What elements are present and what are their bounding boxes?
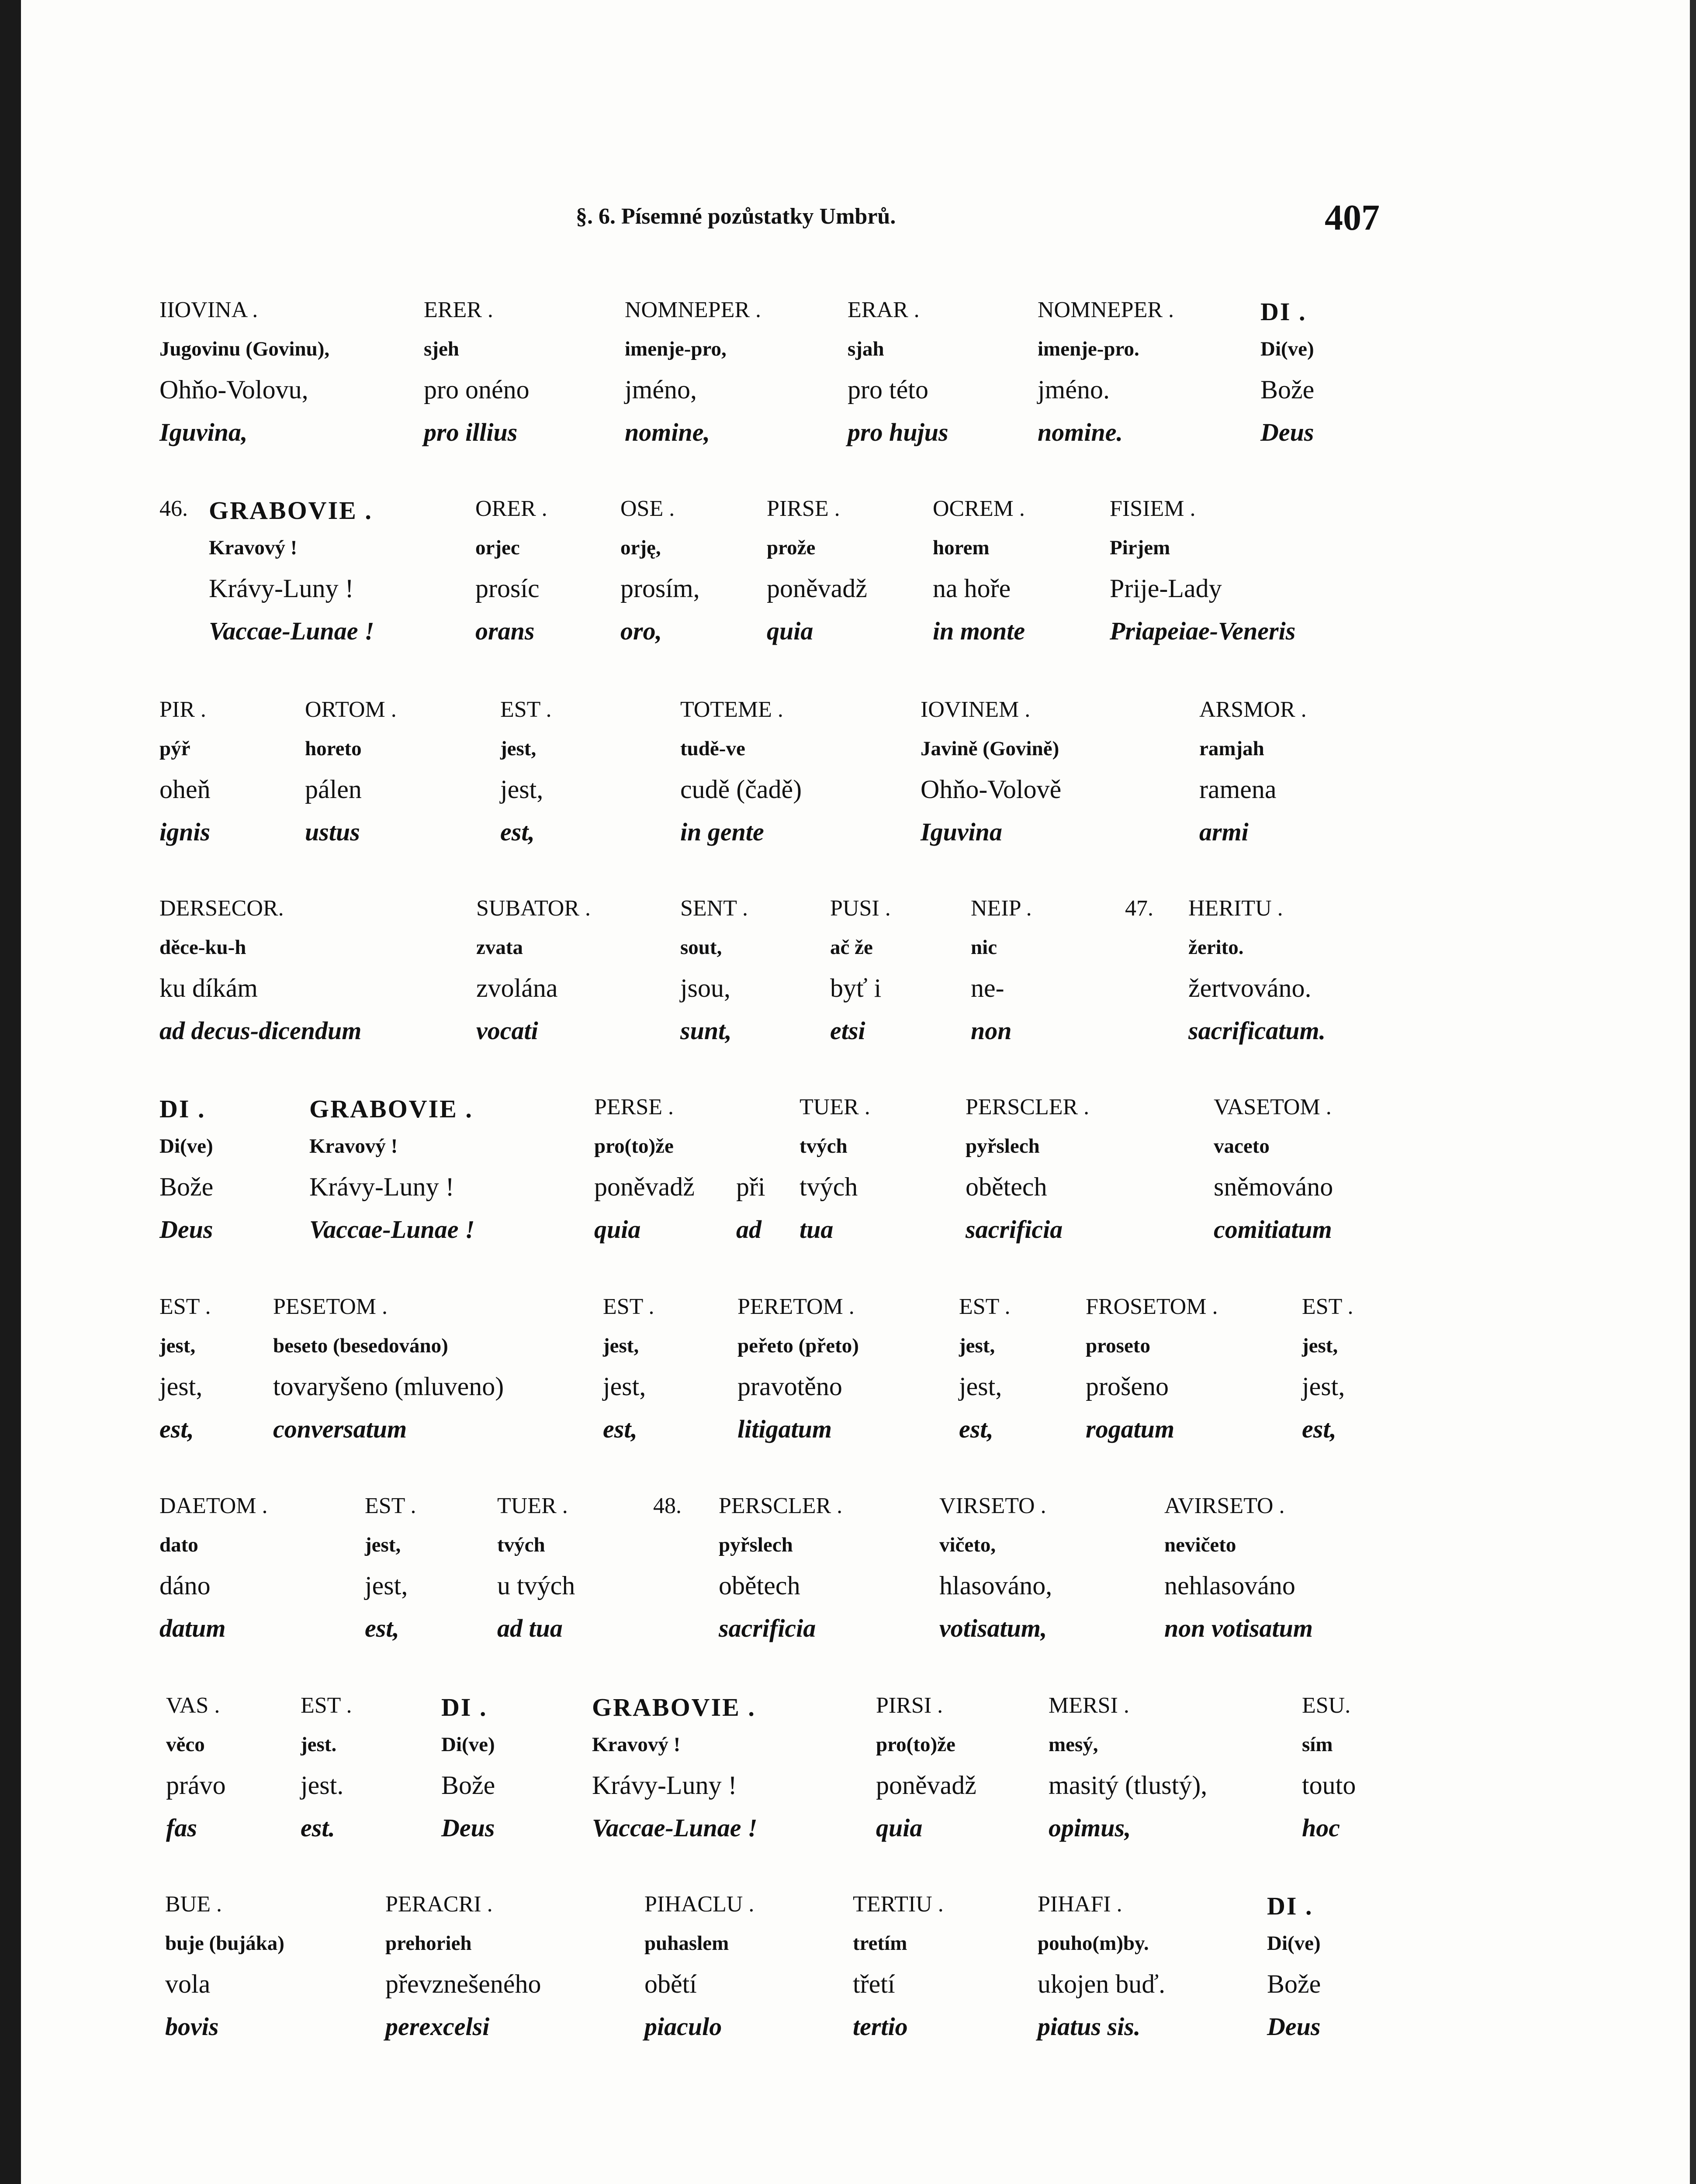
latin-translation: ad tua xyxy=(497,1614,563,1642)
gloss-block-8 xyxy=(0,1693,1696,1859)
latin-translation: pro illius xyxy=(424,418,518,446)
umbrian-word: PUSI . xyxy=(830,896,891,921)
latin-translation: sacrificatum. xyxy=(1188,1016,1326,1045)
umbrian-word: NOMNEPER . xyxy=(625,297,761,322)
czech-translation: jest. xyxy=(301,1771,344,1800)
czech-translation: tvých xyxy=(800,1172,858,1201)
czech-translation: převznešeného xyxy=(385,1970,541,1998)
latin-translation: oro, xyxy=(620,617,662,645)
czech-translation: touto xyxy=(1302,1771,1356,1800)
czech-translation: poněvadž xyxy=(767,574,867,603)
old-slavic-gloss: peřeto (přeto) xyxy=(737,1334,859,1357)
czech-translation: Krávy-Luny ! xyxy=(309,1172,454,1201)
old-slavic-gloss: imenje-pro. xyxy=(1038,338,1139,360)
old-slavic-gloss: orjec xyxy=(475,536,520,559)
old-slavic-gloss: imenje-pro, xyxy=(625,338,727,360)
latin-translation: sunt, xyxy=(680,1016,732,1045)
czech-translation: pro onéno xyxy=(424,375,530,404)
latin-translation: orans xyxy=(475,617,535,645)
latin-translation: sacrificia xyxy=(719,1614,816,1642)
czech-translation: byť i xyxy=(830,974,882,1002)
latin-translation: vocati xyxy=(476,1016,538,1045)
umbrian-word: TOTEME . xyxy=(680,697,783,722)
umbrian-word: PIHACLU . xyxy=(644,1892,755,1917)
umbrian-word: DAETOM . xyxy=(159,1493,268,1518)
latin-translation: est, xyxy=(500,818,535,846)
old-slavic-gloss: dato xyxy=(159,1534,198,1556)
umbrian-word: PERSCLER . xyxy=(966,1095,1090,1120)
latin-translation: tua xyxy=(800,1215,834,1244)
old-slavic-gloss: Kravový ! xyxy=(592,1733,681,1756)
old-slavic-gloss: vaceto xyxy=(1214,1135,1270,1158)
umbrian-word: EST . xyxy=(159,1294,211,1319)
czech-translation: Krávy-Luny ! xyxy=(592,1771,737,1800)
umbrian-word: DI . xyxy=(441,1693,488,1721)
czech-translation: jest, xyxy=(1302,1372,1345,1401)
umbrian-word: OSE . xyxy=(620,496,675,521)
latin-translation: fas xyxy=(166,1814,197,1842)
latin-translation: Iguvina, xyxy=(159,418,248,446)
old-slavic-gloss: jest, xyxy=(500,737,536,760)
umbrian-word: PESETOM . xyxy=(273,1294,388,1319)
old-slavic-gloss: Di(ve) xyxy=(159,1135,213,1158)
latin-translation: quia xyxy=(594,1215,641,1244)
latin-translation: ustus xyxy=(305,818,360,846)
latin-translation: pro hujus xyxy=(848,418,948,446)
latin-translation: Priapeiae-Veneris xyxy=(1110,617,1296,645)
czech-translation: jsou, xyxy=(680,974,731,1002)
latin-translation: in monte xyxy=(933,617,1025,645)
latin-translation: etsi xyxy=(830,1016,865,1045)
latin-translation: Vaccae-Lunae ! xyxy=(592,1814,758,1842)
old-slavic-gloss: jest, xyxy=(603,1334,639,1357)
czech-translation: jméno, xyxy=(625,375,697,404)
old-slavic-gloss: proseto xyxy=(1086,1334,1150,1357)
old-slavic-gloss: tudě-ve xyxy=(680,737,745,760)
umbrian-word: ERAR . xyxy=(848,297,920,322)
latin-translation: perexcelsi xyxy=(385,2012,490,2041)
czech-translation: ramena xyxy=(1199,775,1277,804)
umbrian-word: OCREM . xyxy=(933,496,1025,521)
czech-translation: cudě (čadě) xyxy=(680,775,802,804)
umbrian-word: PERSE . xyxy=(594,1095,674,1120)
czech-translation: právo xyxy=(166,1771,226,1800)
latin-translation: non xyxy=(971,1016,1012,1045)
umbrian-word: DI . xyxy=(1260,297,1307,326)
old-slavic-gloss: nevičeto xyxy=(1164,1534,1236,1556)
old-slavic-gloss: pro(to)že xyxy=(594,1135,674,1158)
czech-translation: poněvadž xyxy=(594,1172,695,1201)
umbrian-word: TUER . xyxy=(497,1493,568,1518)
czech-translation: obětech xyxy=(966,1172,1047,1201)
czech-translation: dáno xyxy=(159,1571,211,1600)
latin-translation: Iguvina xyxy=(921,818,1002,846)
umbrian-word: VAS . xyxy=(166,1693,220,1718)
old-slavic-gloss: mesý, xyxy=(1049,1733,1098,1756)
czech-translation: ukojen buď. xyxy=(1038,1970,1166,1998)
latin-translation: piaculo xyxy=(644,2012,722,2041)
umbrian-word: FROSETOM . xyxy=(1086,1294,1218,1319)
old-slavic-gloss: ramjah xyxy=(1199,737,1264,760)
latin-translation: est, xyxy=(1302,1415,1336,1443)
czech-translation: žertvováno. xyxy=(1188,974,1312,1002)
czech-translation: prošeno xyxy=(1086,1372,1169,1401)
old-slavic-gloss: Pirjem xyxy=(1110,536,1170,559)
latin-translation: in gente xyxy=(680,818,764,846)
latin-translation: est, xyxy=(159,1415,194,1443)
latin-translation: hoc xyxy=(1302,1814,1340,1842)
old-slavic-gloss: jest, xyxy=(959,1334,995,1357)
latin-translation: Deus xyxy=(159,1215,213,1244)
czech-translation: Bože xyxy=(441,1771,495,1800)
czech-translation: jest, xyxy=(500,775,543,804)
old-slavic-gloss: Di(ve) xyxy=(441,1733,495,1756)
gloss-block-4 xyxy=(0,895,1696,1061)
latin-translation: tertio xyxy=(853,2012,908,2041)
czech-translation: Ohňo-Volově xyxy=(921,775,1062,804)
latin-translation: piatus sis. xyxy=(1038,2012,1141,2041)
page-number: 407 xyxy=(1325,197,1380,238)
latin-translation: ad xyxy=(736,1215,761,1244)
czech-translation: zvolána xyxy=(476,974,558,1002)
old-slavic-gloss: tvých xyxy=(497,1534,545,1556)
czech-translation: nehlasováno xyxy=(1164,1571,1295,1600)
czech-translation: pálen xyxy=(305,775,362,804)
old-slavic-gloss: Kravový ! xyxy=(309,1135,398,1158)
umbrian-word: BUE . xyxy=(165,1892,222,1917)
old-slavic-gloss: sím xyxy=(1302,1733,1333,1756)
old-slavic-gloss: horeto xyxy=(305,737,362,760)
umbrian-word: EST . xyxy=(959,1294,1011,1319)
latin-translation: non votisatum xyxy=(1164,1614,1313,1642)
gloss-block-3 xyxy=(0,697,1696,863)
latin-translation: quia xyxy=(767,617,813,645)
page-header xyxy=(0,197,1696,236)
umbrian-word: GRABOVIE . xyxy=(309,1095,473,1123)
old-slavic-gloss: jest, xyxy=(365,1534,401,1556)
umbrian-word: PIR . xyxy=(159,697,206,722)
umbrian-word: TUER . xyxy=(800,1095,870,1120)
old-slavic-gloss: zvata xyxy=(476,936,523,959)
czech-translation: u tvých xyxy=(497,1571,575,1600)
umbrian-word: GRABOVIE . xyxy=(592,1693,756,1721)
old-slavic-gloss: žerito. xyxy=(1188,936,1244,959)
latin-translation: Deus xyxy=(1267,2012,1321,2041)
umbrian-word: EST . xyxy=(365,1493,416,1518)
umbrian-word: NOMNEPER . xyxy=(1038,297,1174,322)
czech-translation: tovaryšeno (mluveno) xyxy=(273,1372,504,1401)
czech-translation: Bože xyxy=(1267,1970,1321,1998)
umbrian-word: TERTIU . xyxy=(853,1892,944,1917)
old-slavic-gloss: Di(ve) xyxy=(1267,1932,1321,1955)
latin-translation: est. xyxy=(301,1814,335,1842)
old-slavic-gloss: orję, xyxy=(620,536,661,559)
czech-translation: jméno. xyxy=(1038,375,1110,404)
old-slavic-gloss: Di(ve) xyxy=(1260,338,1314,360)
old-slavic-gloss: pyřslech xyxy=(966,1135,1040,1158)
umbrian-word: PIHAFI . xyxy=(1038,1892,1122,1917)
latin-translation: nomine, xyxy=(625,418,710,446)
umbrian-word: DI . xyxy=(159,1095,206,1123)
czech-translation: Bože xyxy=(1260,375,1315,404)
old-slavic-gloss: pro(to)že xyxy=(876,1733,955,1756)
latin-translation: est, xyxy=(365,1614,399,1642)
latin-translation: votisatum, xyxy=(939,1614,1047,1642)
umbrian-word: ORTOM . xyxy=(305,697,397,722)
umbrian-word: EST . xyxy=(500,697,552,722)
umbrian-word: IOVINEM . xyxy=(921,697,1031,722)
old-slavic-gloss: sout, xyxy=(680,936,722,959)
latin-translation: Vaccae-Lunae ! xyxy=(209,617,374,645)
umbrian-word: SUBATOR . xyxy=(476,896,591,921)
czech-translation: prosím, xyxy=(620,574,700,603)
umbrian-word: EST . xyxy=(301,1693,352,1718)
old-slavic-gloss: nic xyxy=(971,936,997,959)
czech-translation: Bože xyxy=(159,1172,214,1201)
old-slavic-gloss: pyřslech xyxy=(719,1534,793,1556)
gloss-block-2 xyxy=(0,496,1696,662)
umbrian-word: DERSECOR. xyxy=(159,896,284,921)
latin-translation: ignis xyxy=(159,818,211,846)
czech-translation: třetí xyxy=(853,1970,895,1998)
umbrian-word: ORER . xyxy=(475,496,547,521)
umbrian-word: IIOVINA . xyxy=(159,297,258,322)
old-slavic-gloss: horem xyxy=(933,536,990,559)
gloss-block-9 xyxy=(0,1891,1696,2057)
latin-translation: nomine. xyxy=(1038,418,1123,446)
czech-translation: Ohňo-Volovu, xyxy=(159,375,308,404)
old-slavic-gloss: pýř xyxy=(159,737,190,760)
gloss-block-1 xyxy=(0,297,1696,463)
umbrian-word: VIRSETO . xyxy=(939,1493,1046,1518)
umbrian-word: PERACRI . xyxy=(385,1892,493,1917)
czech-translation: ne- xyxy=(971,974,1004,1002)
umbrian-word: PIRSE . xyxy=(767,496,840,521)
old-slavic-gloss: pouho(m)by. xyxy=(1038,1932,1149,1955)
czech-translation: jest, xyxy=(159,1372,203,1401)
latin-translation: datum xyxy=(159,1614,226,1642)
umbrian-word: SENT . xyxy=(680,896,748,921)
old-slavic-gloss: tvých xyxy=(800,1135,848,1158)
old-slavic-gloss: prehorieh xyxy=(385,1932,472,1955)
latin-translation: rogatum xyxy=(1086,1415,1175,1443)
latin-translation: armi xyxy=(1199,818,1249,846)
verse-number: 47. xyxy=(1125,896,1153,921)
czech-translation: pro této xyxy=(848,375,928,404)
old-slavic-gloss: ač že xyxy=(830,936,873,959)
gloss-block-6 xyxy=(0,1294,1696,1460)
old-slavic-gloss: vičeto, xyxy=(939,1534,996,1556)
czech-translation: Prije-Lady xyxy=(1110,574,1222,603)
latin-translation: litigatum xyxy=(737,1415,832,1443)
czech-translation: Krávy-Luny ! xyxy=(209,574,354,603)
verse-number: 46. xyxy=(159,496,188,521)
verse-number: 48. xyxy=(653,1493,682,1518)
umbrian-word: NEIP . xyxy=(971,896,1032,921)
old-slavic-gloss: Kravový ! xyxy=(209,536,298,559)
old-slavic-gloss: beseto (besedováno) xyxy=(273,1334,448,1357)
old-slavic-gloss: Jugovinu (Govinu), xyxy=(159,338,330,360)
old-slavic-gloss: prože xyxy=(767,536,816,559)
old-slavic-gloss: sjeh xyxy=(424,338,459,360)
czech-translation: jest, xyxy=(365,1571,408,1600)
umbrian-word: PIRSI . xyxy=(876,1693,943,1718)
umbrian-word: VASETOM . xyxy=(1214,1095,1332,1120)
latin-translation: conversatum xyxy=(273,1415,407,1443)
umbrian-word: MERSI . xyxy=(1049,1693,1129,1718)
latin-translation: ad decus-dicendum xyxy=(159,1016,362,1045)
latin-translation: est, xyxy=(959,1415,993,1443)
latin-translation: quia xyxy=(876,1814,923,1842)
latin-translation: opimus, xyxy=(1049,1814,1131,1842)
umbrian-word: PERETOM . xyxy=(737,1294,855,1319)
czech-translation: vola xyxy=(165,1970,211,1998)
czech-translation: hlasováno, xyxy=(939,1571,1052,1600)
old-slavic-gloss: věco xyxy=(166,1733,205,1756)
umbrian-word: ARSMOR . xyxy=(1199,697,1307,722)
old-slavic-gloss: sjah xyxy=(848,338,884,360)
old-slavic-gloss: puhaslem xyxy=(644,1932,729,1955)
czech-translation: při xyxy=(736,1172,765,1201)
umbrian-word: GRABOVIE . xyxy=(209,496,373,525)
old-slavic-gloss: tretím xyxy=(853,1932,907,1955)
czech-translation: sněmováno xyxy=(1214,1172,1333,1201)
czech-translation: jest, xyxy=(959,1372,1002,1401)
umbrian-word: FISIEM . xyxy=(1110,496,1196,521)
running-title: §. 6. Písemné pozůstatky Umbrů. xyxy=(576,204,896,229)
umbrian-word: EST . xyxy=(603,1294,654,1319)
old-slavic-gloss: jest. xyxy=(301,1733,337,1756)
umbrian-word: HERITU . xyxy=(1188,896,1283,921)
umbrian-word: ERER . xyxy=(424,297,493,322)
czech-translation: oheň xyxy=(159,775,211,804)
old-slavic-gloss: jest, xyxy=(159,1334,196,1357)
latin-translation: bovis xyxy=(165,2012,219,2041)
czech-translation: masitý (tlustý), xyxy=(1049,1771,1208,1800)
umbrian-word: EST . xyxy=(1302,1294,1353,1319)
latin-translation: est, xyxy=(603,1415,637,1443)
czech-translation: obětech xyxy=(719,1571,800,1600)
czech-translation: ku díkám xyxy=(159,974,258,1002)
latin-translation: comitiatum xyxy=(1214,1215,1332,1244)
czech-translation: prosíc xyxy=(475,574,540,603)
gloss-block-5 xyxy=(0,1094,1696,1260)
czech-translation: obětí xyxy=(644,1970,697,1998)
old-slavic-gloss: jest, xyxy=(1302,1334,1338,1357)
latin-translation: sacrificia xyxy=(966,1215,1063,1244)
old-slavic-gloss: děce-ku-h xyxy=(159,936,246,959)
old-slavic-gloss: Javině (Govině) xyxy=(921,737,1059,760)
umbrian-word: AVIRSETO . xyxy=(1164,1493,1285,1518)
czech-translation: na hoře xyxy=(933,574,1011,603)
czech-translation: pravotěno xyxy=(737,1372,842,1401)
umbrian-word: DI . xyxy=(1267,1892,1313,1920)
umbrian-word: PERSCLER . xyxy=(719,1493,843,1518)
latin-translation: Deus xyxy=(1260,418,1314,446)
latin-translation: Deus xyxy=(441,1814,495,1842)
umbrian-word: ESU. xyxy=(1302,1693,1351,1718)
czech-translation: poněvadž xyxy=(876,1771,976,1800)
gloss-block-7 xyxy=(0,1493,1696,1659)
czech-translation: jest, xyxy=(603,1372,646,1401)
old-slavic-gloss: buje (bujáka) xyxy=(165,1932,284,1955)
latin-translation: Vaccae-Lunae ! xyxy=(309,1215,475,1244)
